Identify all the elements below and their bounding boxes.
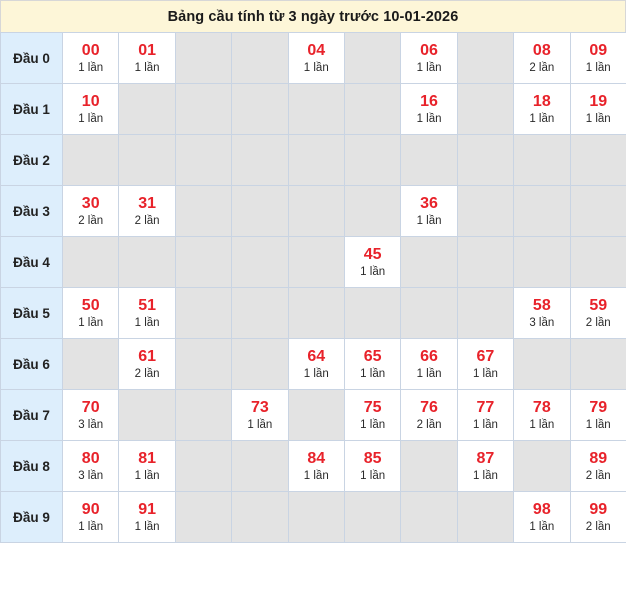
number-count: 1 lần — [303, 61, 329, 74]
table-row — [1, 84, 626, 135]
number-count: 1 lần — [360, 367, 386, 380]
empty-cell — [175, 237, 231, 288]
number-cell[interactable] — [514, 288, 570, 339]
number-count: 1 lần — [360, 418, 386, 431]
empty-cell — [288, 186, 344, 237]
number-cell[interactable] — [232, 390, 288, 441]
empty-cell — [288, 237, 344, 288]
empty-cell — [232, 288, 288, 339]
row-header-dau-8: Đầu 8 — [1, 441, 63, 492]
empty-cell — [63, 339, 119, 390]
number-cell[interactable] — [401, 390, 457, 441]
number-cell[interactable] — [401, 186, 457, 237]
number-value: 78 — [532, 398, 551, 416]
number-cell[interactable] — [457, 390, 513, 441]
number-count: 1 lần — [529, 418, 555, 431]
number-value: 06 — [420, 41, 438, 59]
empty-cell — [232, 33, 288, 84]
empty-cell — [514, 237, 570, 288]
number-value: 08 — [532, 41, 551, 59]
number-count: 1 lần — [303, 469, 329, 482]
number-value: 31 — [138, 194, 156, 212]
number-cell[interactable] — [401, 339, 457, 390]
number-count: 1 lần — [416, 61, 442, 74]
table-row — [1, 339, 626, 390]
table-row — [1, 390, 626, 441]
number-value: 30 — [81, 194, 100, 212]
empty-cell — [514, 135, 570, 186]
empty-cell — [570, 339, 626, 390]
empty-cell — [570, 186, 626, 237]
number-value: 59 — [589, 296, 608, 314]
row-header-dau-7: Đầu 7 — [1, 390, 63, 441]
number-cell[interactable] — [344, 441, 400, 492]
number-cell[interactable] — [570, 288, 626, 339]
empty-cell — [457, 84, 513, 135]
number-count: 1 lần — [360, 265, 386, 278]
number-value: 81 — [138, 449, 156, 467]
empty-cell — [457, 186, 513, 237]
number-value: 18 — [532, 92, 551, 110]
empty-cell — [232, 339, 288, 390]
number-count: 2 lần — [416, 418, 442, 431]
number-count: 1 lần — [416, 214, 442, 227]
empty-cell — [514, 186, 570, 237]
number-count: 1 lần — [134, 61, 160, 74]
row-header-dau-0: Đầu 0 — [1, 33, 63, 84]
empty-cell — [457, 135, 513, 186]
table-row — [1, 441, 626, 492]
empty-cell — [288, 135, 344, 186]
number-cell[interactable] — [119, 339, 175, 390]
number-value: 50 — [81, 296, 100, 314]
empty-cell — [232, 237, 288, 288]
number-value: 90 — [81, 500, 100, 518]
number-value: 36 — [420, 194, 438, 212]
row-header-dau-4: Đầu 4 — [1, 237, 63, 288]
empty-cell — [344, 186, 400, 237]
empty-cell — [175, 492, 231, 543]
number-cell[interactable] — [63, 186, 119, 237]
number-value: 89 — [589, 449, 608, 467]
empty-cell — [288, 390, 344, 441]
row-header-dau-5: Đầu 5 — [1, 288, 63, 339]
number-count: 1 lần — [134, 316, 160, 329]
number-value: 09 — [589, 41, 608, 59]
empty-cell — [288, 288, 344, 339]
number-cell[interactable] — [344, 237, 400, 288]
empty-cell — [119, 390, 175, 441]
empty-cell — [344, 84, 400, 135]
number-count: 2 lần — [134, 214, 160, 227]
empty-cell — [232, 441, 288, 492]
number-count: 1 lần — [472, 469, 498, 482]
number-cell[interactable] — [288, 441, 344, 492]
frequency-table — [0, 32, 626, 543]
empty-cell — [344, 288, 400, 339]
number-count: 1 lần — [529, 520, 555, 533]
table-row — [1, 237, 626, 288]
number-cell[interactable] — [63, 441, 119, 492]
number-count: 2 lần — [585, 316, 611, 329]
number-cell[interactable] — [63, 33, 119, 84]
table-row — [1, 135, 626, 186]
empty-cell — [175, 288, 231, 339]
empty-cell — [119, 84, 175, 135]
number-value: 79 — [589, 398, 608, 416]
number-cell[interactable] — [570, 441, 626, 492]
number-cell[interactable] — [119, 33, 175, 84]
number-cell[interactable] — [344, 339, 400, 390]
empty-cell — [401, 492, 457, 543]
empty-cell — [401, 135, 457, 186]
number-count: 1 lần — [78, 316, 104, 329]
number-count: 2 lần — [134, 367, 160, 380]
number-count: 1 lần — [303, 367, 329, 380]
number-cell[interactable] — [288, 33, 344, 84]
number-value: 66 — [420, 347, 438, 365]
number-cell[interactable] — [401, 33, 457, 84]
number-count: 3 lần — [529, 316, 555, 329]
number-count: 1 lần — [134, 469, 160, 482]
number-value: 77 — [476, 398, 495, 416]
number-value: 85 — [363, 449, 382, 467]
number-value: 80 — [81, 449, 100, 467]
number-value: 75 — [363, 398, 382, 416]
empty-cell — [63, 237, 119, 288]
number-cell[interactable] — [63, 390, 119, 441]
number-cell[interactable] — [344, 390, 400, 441]
number-cell[interactable] — [63, 288, 119, 339]
number-value: 51 — [138, 296, 156, 314]
empty-cell — [457, 288, 513, 339]
number-count: 1 lần — [78, 61, 104, 74]
number-value: 19 — [589, 92, 608, 110]
number-count: 1 lần — [472, 367, 498, 380]
number-count: 1 lần — [78, 112, 104, 125]
empty-cell — [457, 492, 513, 543]
page-title-bar — [0, 0, 626, 32]
number-count: 1 lần — [585, 61, 611, 74]
number-value: 04 — [307, 41, 326, 59]
number-value: 58 — [532, 296, 551, 314]
number-value: 67 — [476, 347, 495, 365]
empty-cell — [570, 237, 626, 288]
row-header-dau-2: Đầu 2 — [1, 135, 63, 186]
number-count: 1 lần — [472, 418, 498, 431]
number-cell[interactable] — [63, 492, 119, 543]
number-value: 91 — [138, 500, 156, 518]
number-count: 2 lần — [529, 61, 555, 74]
number-count: 2 lần — [585, 469, 611, 482]
row-header-dau-6: Đầu 6 — [1, 339, 63, 390]
number-count: 1 lần — [529, 112, 555, 125]
empty-cell — [288, 492, 344, 543]
number-value: 16 — [420, 92, 438, 110]
number-value: 61 — [138, 347, 156, 365]
number-count: 3 lần — [78, 418, 104, 431]
table-row — [1, 492, 626, 543]
number-cell[interactable] — [570, 84, 626, 135]
empty-cell — [175, 33, 231, 84]
empty-cell — [344, 492, 400, 543]
empty-cell — [570, 135, 626, 186]
empty-cell — [232, 135, 288, 186]
number-cell[interactable] — [570, 33, 626, 84]
empty-cell — [344, 33, 400, 84]
number-cell[interactable] — [457, 339, 513, 390]
number-count: 1 lần — [360, 469, 386, 482]
number-cell[interactable] — [514, 492, 570, 543]
number-cell[interactable] — [119, 492, 175, 543]
number-value: 98 — [532, 500, 551, 518]
empty-cell — [175, 135, 231, 186]
number-count: 1 lần — [416, 112, 442, 125]
empty-cell — [401, 237, 457, 288]
empty-cell — [63, 135, 119, 186]
number-count: 1 lần — [247, 418, 273, 431]
number-count: 1 lần — [585, 112, 611, 125]
number-count: 1 lần — [134, 520, 160, 533]
empty-cell — [175, 186, 231, 237]
number-value: 84 — [307, 449, 326, 467]
number-value: 01 — [138, 41, 156, 59]
number-value: 76 — [420, 398, 438, 416]
number-cell[interactable] — [63, 84, 119, 135]
empty-cell — [119, 135, 175, 186]
number-count: 3 lần — [78, 469, 104, 482]
number-cell[interactable] — [119, 288, 175, 339]
table-body — [1, 33, 626, 543]
number-value: 99 — [589, 500, 608, 518]
number-count: 1 lần — [78, 520, 104, 533]
empty-cell — [457, 237, 513, 288]
empty-cell — [457, 33, 513, 84]
empty-cell — [175, 390, 231, 441]
number-cell[interactable] — [514, 33, 570, 84]
table-row — [1, 186, 626, 237]
number-cell[interactable] — [457, 441, 513, 492]
empty-cell — [401, 441, 457, 492]
number-value: 64 — [307, 347, 326, 365]
empty-cell — [232, 84, 288, 135]
empty-cell — [175, 339, 231, 390]
row-header-dau-9: Đầu 9 — [1, 492, 63, 543]
table-row — [1, 33, 626, 84]
empty-cell — [232, 186, 288, 237]
number-cell[interactable] — [514, 84, 570, 135]
number-value: 65 — [363, 347, 382, 365]
number-cell[interactable] — [570, 390, 626, 441]
number-count: 1 lần — [416, 367, 442, 380]
number-value: 00 — [81, 41, 100, 59]
number-cell[interactable] — [119, 441, 175, 492]
number-cell[interactable] — [288, 339, 344, 390]
number-cell[interactable] — [570, 492, 626, 543]
number-cell[interactable] — [119, 186, 175, 237]
empty-cell — [119, 237, 175, 288]
number-value: 10 — [81, 92, 100, 110]
number-value: 87 — [476, 449, 495, 467]
number-count: 2 lần — [78, 214, 104, 227]
page-title: Bảng cầu tính từ 3 ngày trước 10-01-2026 — [167, 8, 459, 25]
number-cell[interactable] — [514, 390, 570, 441]
number-value: 70 — [81, 398, 100, 416]
number-count: 2 lần — [585, 520, 611, 533]
empty-cell — [344, 135, 400, 186]
row-header-dau-3: Đầu 3 — [1, 186, 63, 237]
empty-cell — [232, 492, 288, 543]
number-count: 1 lần — [585, 418, 611, 431]
number-value: 73 — [250, 398, 269, 416]
empty-cell — [288, 84, 344, 135]
empty-cell — [175, 441, 231, 492]
row-header-dau-1: Đầu 1 — [1, 84, 63, 135]
empty-cell — [514, 441, 570, 492]
empty-cell — [175, 84, 231, 135]
number-value: 45 — [363, 245, 382, 263]
empty-cell — [401, 288, 457, 339]
number-cell[interactable] — [401, 84, 457, 135]
empty-cell — [514, 339, 570, 390]
table-row — [1, 288, 626, 339]
